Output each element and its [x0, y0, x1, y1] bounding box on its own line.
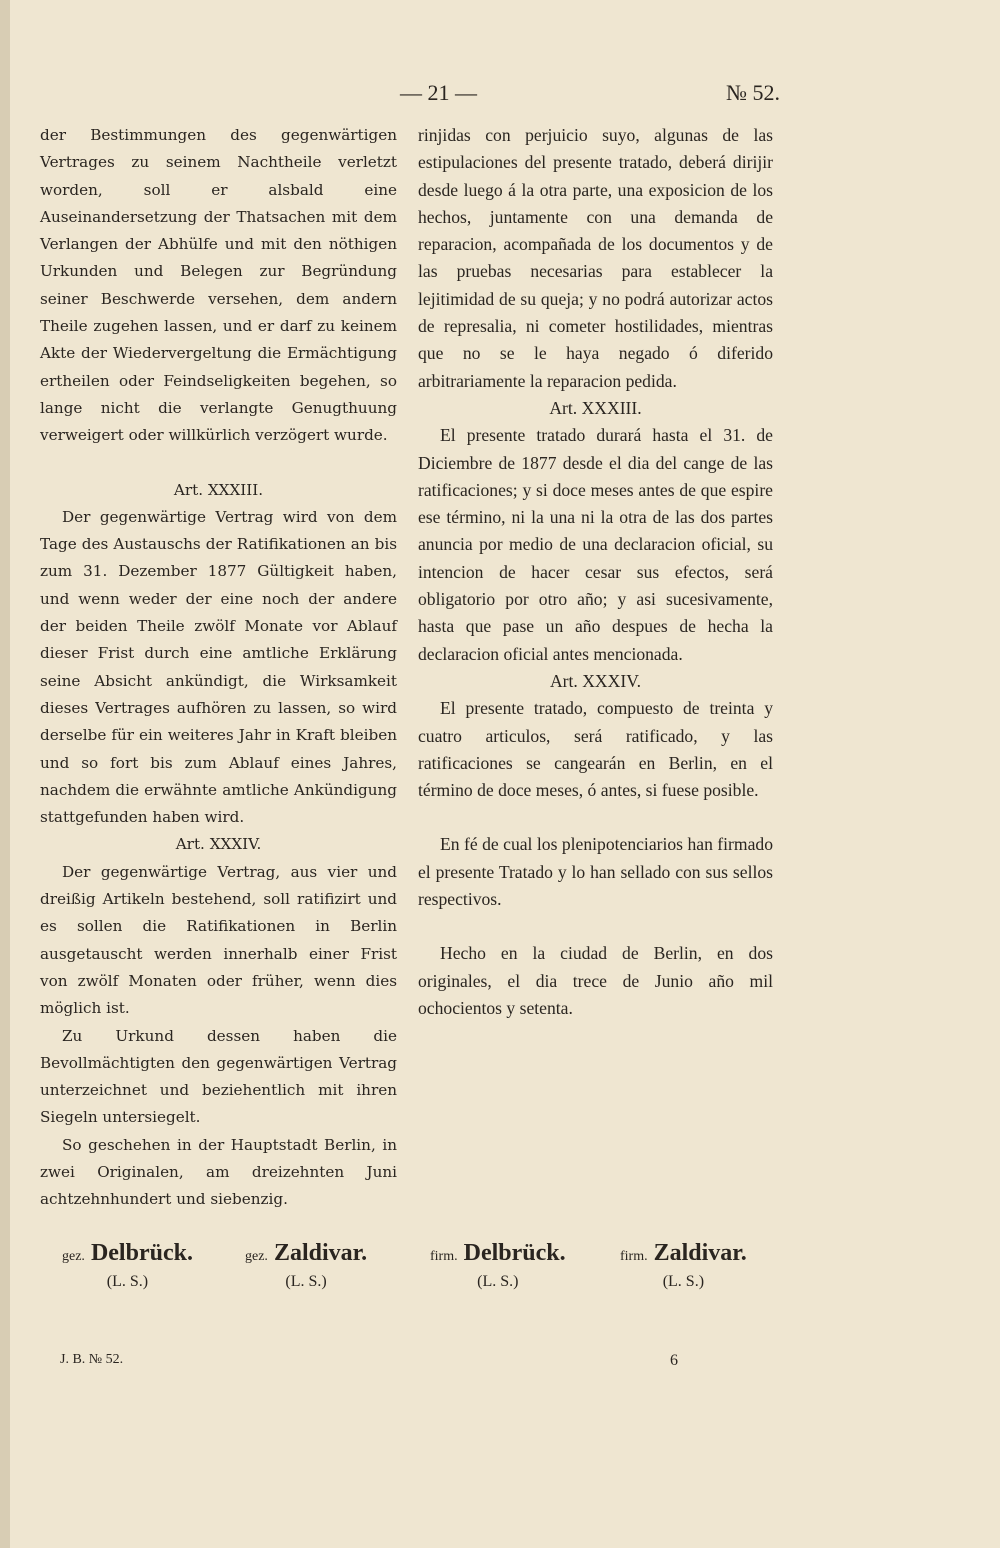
signature-name: Delbrück. — [90, 1240, 193, 1266]
german-article-34-heading: Art. XXXIV. — [175, 835, 262, 854]
seal-mark: (L. S.) — [477, 1273, 519, 1290]
seal-mark: (L. S.) — [662, 1273, 705, 1290]
footer-sheet-number: 6 — [670, 1352, 678, 1369]
spanish-paragraph-3: El presente tratado, compuesto de treinta y cuatro articulos, será ratificado, y las ratificaciones se cangearán en Berlin, en el término de doce meses, ó antes, si fuese posible. — [418, 698, 773, 801]
spanish-column — [418, 122, 773, 1022]
signature-spanish-zaldivar — [620, 1240, 747, 1291]
page-edge — [0, 0, 10, 1548]
spanish-paragraph-1: rinjidas con perjuicio suyo, algunas de las estipulaciones del presente tratado, deberá dirijir desde luego á la otra parte, una exposicion de los hechos, juntamente con una demanda de reparacion, acompañada de los documentos y de las pruebas necesarias para establecer la lejitimidad de su queja; y no podrá autorizar actos de represalia, ni cometer hostilidades, mientras que no se le haya negado ó diferido arbitrariamente la reparacion pedida. — [418, 125, 773, 391]
german-paragraph-4: Zu Urkund dessen haben die Bevollmächtigten den gegenwärtigen Vertrag unterzeichnet und beziehentlich mit ihren Siegeln untersiegelt. — [40, 1026, 397, 1127]
german-article-33-heading: Art. XXXIII. — [173, 480, 264, 499]
signature-prefix: firm. — [430, 1249, 458, 1264]
page-header — [40, 80, 780, 110]
signature-prefix: firm. — [620, 1249, 648, 1264]
german-paragraph-2: Der gegenwärtige Vertrag wird von dem Tage des Austauschs der Ratifikationen an bis zum 31. Dezember 1877 Gültigkeit haben, und wenn weder der eine noch der andere der beiden Theile zwölf Monate vor Ablauf dieser Frist durch eine amtliche Erklärung seine Absicht ankündigt, die Wirksamkeit dieses Vertrages aufhören zu lassen, so wird derselbe für ein weiteres Jahr in Kraft bleiben und so fort bis zum Ablauf eines Jahres, nachdem die erwähnte amtliche Ankündigung stattgefunden haben wird. — [40, 507, 397, 827]
german-column — [40, 122, 397, 1214]
seal-mark: (L. S.) — [106, 1273, 149, 1290]
seal-mark: (L. S.) — [285, 1273, 327, 1290]
page-footer — [60, 1352, 700, 1368]
spanish-paragraph-5: Hecho en la ciudad de Berlin, en dos originales, el dia trece de Junio año mil ochocientos y setenta. — [418, 943, 773, 1018]
german-paragraph-1: der Bestimmungen des gegenwärtigen Vertrages zu seinem Nachtheile verletzt worden, soll er alsbald eine Auseinandersetzung der Thatsachen mit dem Verlangen der Abhülfe und mit den nöthigen Urkunden und Belegen zur Begründung seiner Beschwerde versehen, dem andern Theile zugehen lassen, und er darf zu keinem Akte der Wiedervergeltung die Ermächtigung ertheilen oder Feindseligkeiten begehen, so lange nicht die verlangte Genugthuung verweigert oder willkürlich verzögert wurde. — [40, 126, 397, 445]
signature-name: Zaldivar. — [273, 1240, 368, 1266]
signature-name: Delbrück. — [463, 1240, 566, 1266]
signature-german-delbrueck — [62, 1240, 193, 1291]
signature-spanish-delbrueck — [430, 1240, 566, 1291]
spanish-article-34-heading: Art. XXXIV. — [549, 670, 642, 691]
spanish-article-33-heading: Art. XXXIII. — [549, 397, 642, 418]
german-paragraph-5: So geschehen in der Hauptstadt Berlin, in zwei Originalen, am dreizehnten Juni achtzehnhundert und siebenzig. — [40, 1135, 397, 1209]
spanish-paragraph-2: El presente tratado durará hasta el 31. de Diciembre de 1877 desde el dia del cange de las ratificaciones; y si doce meses antes de que espire ese término, ni la una ni la otra de las dos partes anuncia por medio de una declaracion oficial, su intencion de hacer cesar sus efectos, será obligatorio por otro año; y asi sucesivamente, hasta que pase un año despues de hecha la declaracion oficial antes mencionada. — [418, 425, 773, 664]
signature-prefix: gez. — [245, 1249, 268, 1264]
german-paragraph-3: Der gegenwärtige Vertrag, aus vier und dreißig Artikeln bestehend, soll ratifizirt und es sollen die Ratifikationen in Berlin ausgetauscht werden innerhalb einer Frist von zwölf Monaten oder früher, wenn dies möglich ist. — [40, 862, 397, 1018]
issue-number: № 52. — [726, 80, 780, 105]
signature-block — [40, 1240, 800, 1300]
signature-prefix: gez. — [62, 1249, 85, 1264]
footer-signature-mark: J. B. № 52. — [60, 1352, 124, 1367]
signature-name: Zaldivar. — [653, 1240, 747, 1266]
signature-german-zaldivar — [245, 1240, 367, 1291]
spanish-paragraph-4: En fé de cual los plenipotenciarios han firmado el presente Tratado y lo han sellado con sus sellos respectivos. — [418, 834, 773, 910]
page-number: — 21 — — [400, 80, 477, 105]
